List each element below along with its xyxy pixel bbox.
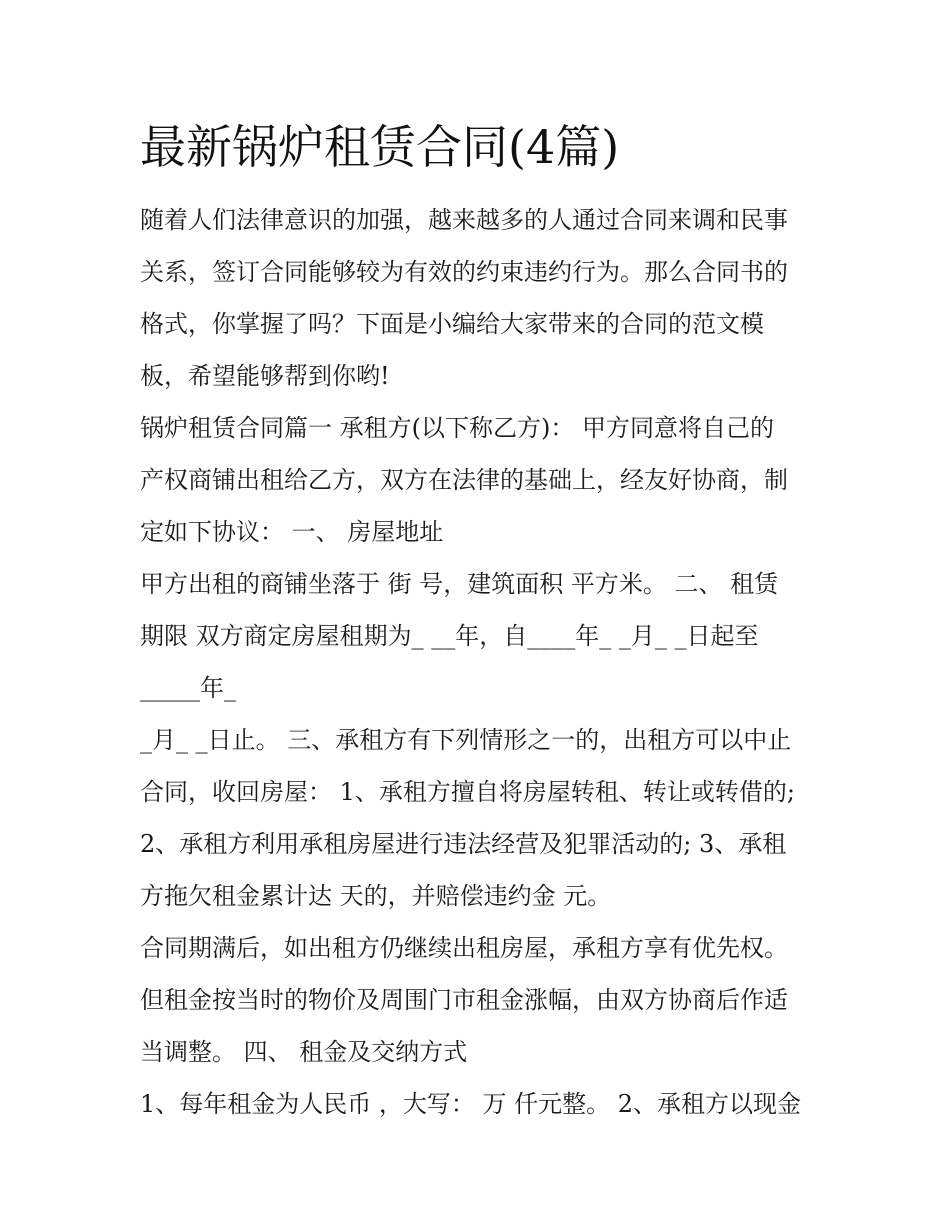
text-line: 1、每年租金为人民币 ，大写： 万 仟元整。 2、承租方以现金	[140, 1090, 802, 1118]
text-line: 板，希望能够帮到你哟!	[140, 362, 390, 390]
text-line: _____年_	[140, 674, 236, 702]
text-line: 当调整。 四、 租金及交纳方式	[140, 1038, 468, 1066]
text-line: 但租金按当时的物价及周围门市租金涨幅，由双方协商后作适	[140, 986, 788, 1014]
text-line: 定如下协议： 一、 房屋地址	[140, 518, 444, 546]
document-body	[140, 194, 820, 1130]
text-line: 2、承租方利用承租房屋进行违法经营及犯罪活动的; 3、承租	[140, 830, 787, 858]
text-line: 方拖欠租金累计达 天的，并赔偿违约金 元。	[140, 882, 612, 910]
text-line: 格式，你掌握了吗？下面是小编给大家带来的合同的范文模	[140, 310, 764, 338]
document-title: 最新锅炉租赁合同(4篇)	[140, 120, 620, 174]
text-line: 合同期满后，如出租方仍继续出租房屋，承租方享有优先权。	[140, 934, 788, 962]
text-line: 锅炉租赁合同篇一 承租方(以下称乙方)： 甲方同意将自己的	[140, 414, 774, 442]
text-line: 随着人们法律意识的加强，越来越多的人通过合同来调和民事	[140, 206, 788, 234]
text-line: 产权商铺出租给乙方，双方在法律的基础上，经友好协商，制	[140, 466, 788, 494]
text-line: 期限 双方商定房屋租期为_ __年，自____年_ _月_ _日起至	[140, 622, 759, 650]
text-line: 甲方出租的商铺坐落于 街 号，建筑面积 平方米。 二、 租赁	[140, 570, 779, 598]
text-line: 合同，收回房屋： 1、承租方擅自将房屋转租、转让或转借的;	[140, 778, 795, 806]
text-line: _月_ _日止。 三、承租方有下列情形之一的，出租方可以中止	[140, 726, 792, 754]
text-line: 关系，签订合同能够较为有效的约束违约行为。那么合同书的	[140, 258, 788, 286]
